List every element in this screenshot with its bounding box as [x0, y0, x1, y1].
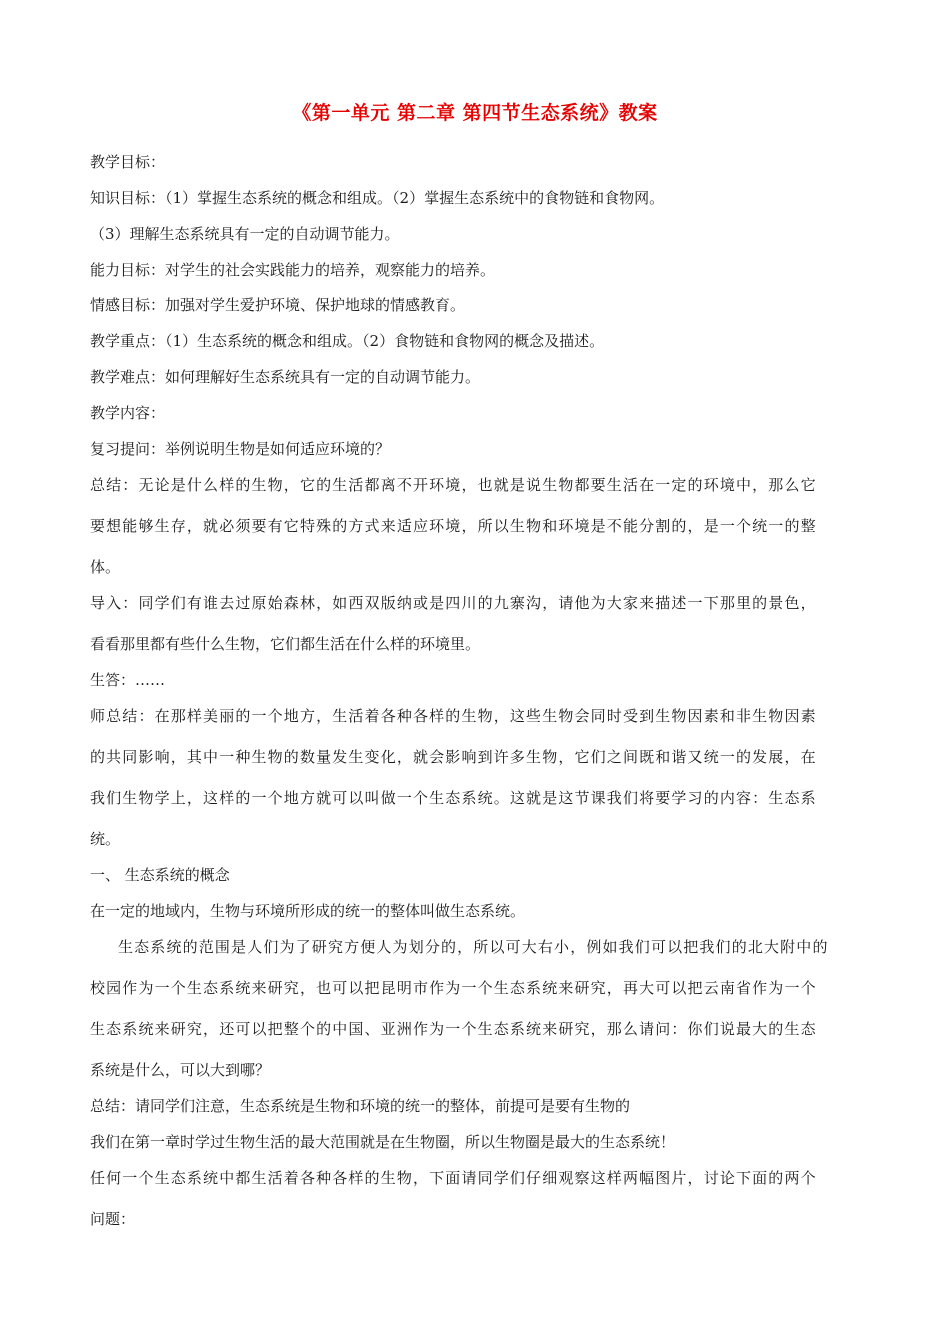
- text-line: 任何一个生态系统中都生活着各种各样的生物，下面请同学们仔细观察这样两幅图片，讨论下面的两个: [90, 1169, 817, 1187]
- text-line: 统。: [90, 830, 121, 848]
- text-line: 看看那里都有些什么生物，它们都生活在什么样的环境里。: [90, 635, 481, 653]
- text-line: 教学内容：: [90, 404, 166, 422]
- text-line: 系统是什么，可以大到哪？: [90, 1061, 271, 1079]
- text-line: （3）理解生态系统具有一定的自动调节能力。: [90, 225, 400, 243]
- text-line: 知识目标：（1）掌握生态系统的概念和组成。（2）掌握生态系统中的食物链和食物网。: [90, 189, 665, 207]
- text-line: 体。: [90, 558, 121, 576]
- text-line: 教学重点：（1）生态系统的概念和组成。（2）食物链和食物网的概念及描述。: [90, 332, 605, 350]
- text-line: 教学难点：如何理解好生态系统具有一定的自动调节能力。: [90, 368, 481, 386]
- text-line: 在一定的地域内，生物与环境所形成的统一的整体叫做生态系统。: [90, 902, 526, 920]
- text-line: 生态系统的范围是人们为了研究方便人为划分的，所以可大右小，例如我们可以把我们的北大附中的: [118, 938, 829, 956]
- text-line: 复习提问：举例说明生物是如何适应环境的？: [90, 440, 391, 458]
- text-line: 总结：请同学们注意，生态系统是生物和环境的统一的整体，前提可是要有生物的: [90, 1097, 631, 1115]
- text-line: 生答：……: [90, 671, 166, 689]
- text-line: 教学目标：: [90, 153, 166, 171]
- text-line: 导入：同学们有谁去过原始森林，如西双版纳或是四川的九寨沟，请他为大家来描述一下那里的景色，: [90, 594, 817, 612]
- text-line: 的共同影响，其中一种生物的数量发生变化，就会影响到许多生物，它们之间既和谐又统一的发展，在: [90, 748, 817, 766]
- text-line: 我们在第一章时学过生物生活的最大范围就是在生物圈，所以生物圈是最大的生态系统！: [90, 1133, 676, 1151]
- text-line: 我们生物学上，这样的一个地方就可以叫做一个生态系统。这就是这节课我们将要学习的内容：生态系: [90, 789, 817, 807]
- document-title: 《第一单元 第二章 第四节生态系统》教案: [292, 102, 658, 124]
- text-line: 总结：无论是什么样的生物，它的生活都离不开环境，也就是说生物都要生活在一定的环境中，那么它: [90, 476, 817, 494]
- text-line: 能力目标：对学生的社会实践能力的培养，观察能力的培养。: [90, 261, 496, 279]
- text-line: 生态系统来研究，还可以把整个的中国、亚洲作为一个生态系统来研究，那么请问：你们说最大的生态: [90, 1020, 817, 1038]
- text-line: 师总结：在那样美丽的一个地方，生活着各种各样的生物，这些生物会同时受到生物因素和非生物因素: [90, 707, 817, 725]
- section-heading: 一、 生态系统的概念: [90, 866, 230, 884]
- text-line: 校园作为一个生态系统来研究，也可以把昆明市作为一个生态系统来研究，再大可以把云南省作为一个: [90, 979, 817, 997]
- text-line: 要想能够生存，就必须要有它特殊的方式来适应环境，所以生物和环境是不能分割的，是一个统一的整: [90, 517, 817, 535]
- text-line: 情感目标：加强对学生爱护环境、保护地球的情感教育。: [90, 296, 466, 314]
- text-line: 问题：: [90, 1210, 136, 1228]
